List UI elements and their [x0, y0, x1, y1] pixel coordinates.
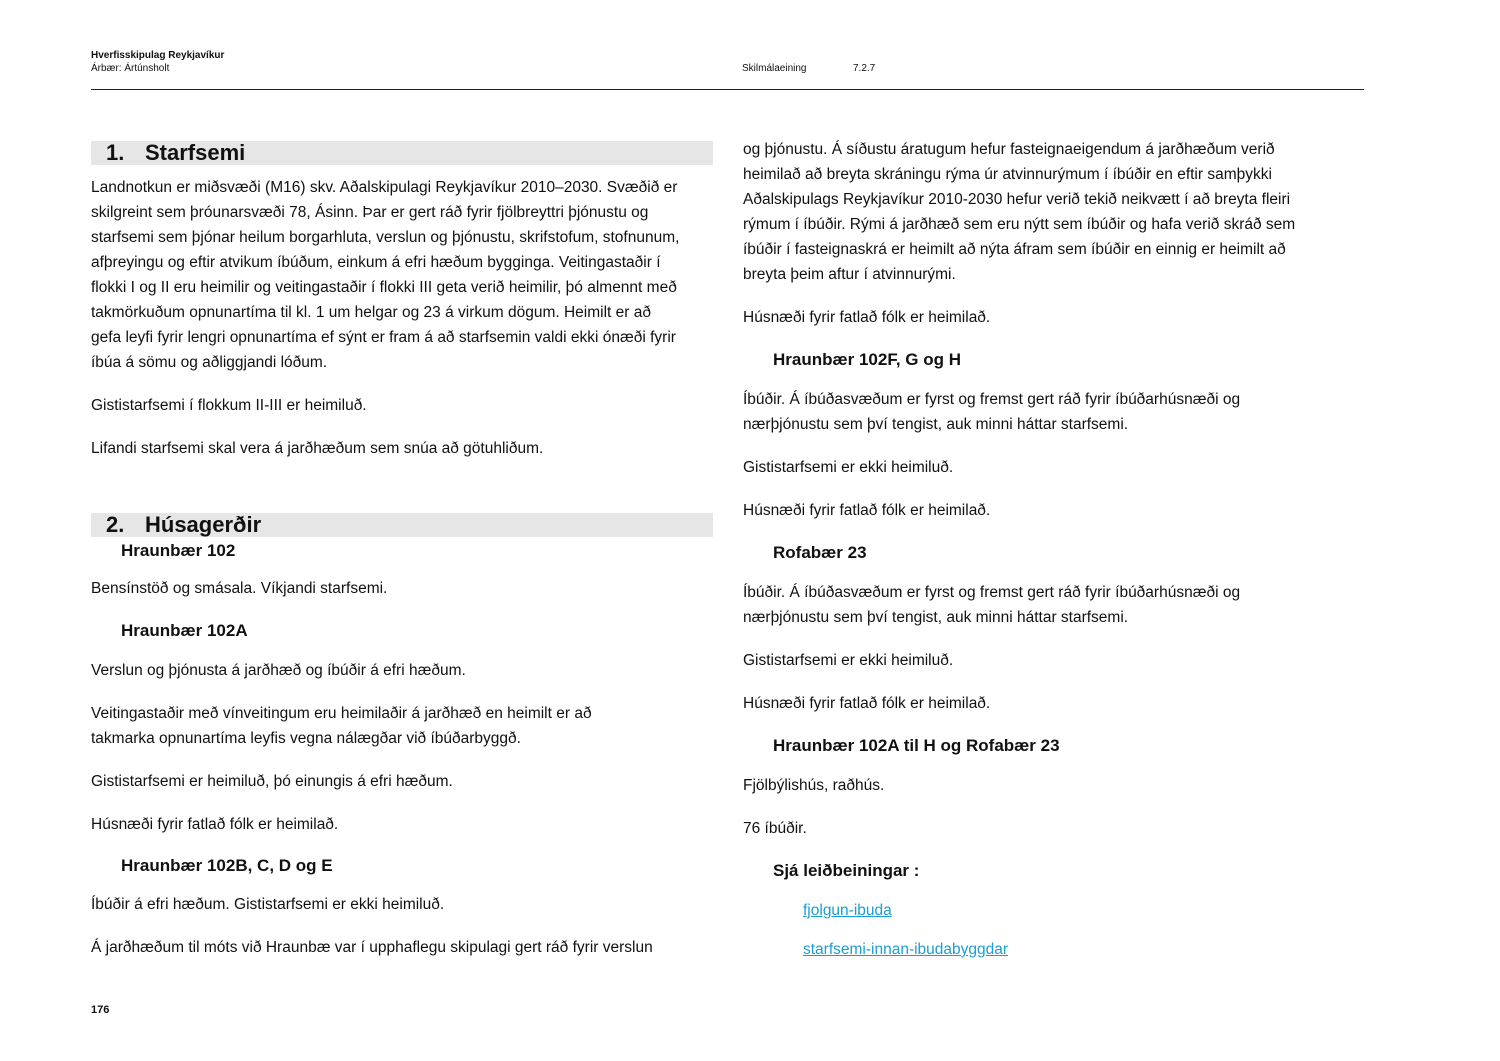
paragraph: Íbúðir. Á íbúðasvæðum er fyrst og fremst gert ráð fyrir íbúðarhúsnæði og nærþjónustu sem því tengist, auk minni háttar starfsemi. [743, 391, 1241, 433]
subheading-all-buildings: Hraunbær 102A til H og Rofabær 23 [773, 736, 1060, 755]
header-title: Hverfisskipulag Reykjavíkur [91, 50, 225, 61]
subheading-guidelines: Sjá leiðbeiningar : [773, 861, 920, 880]
left-column [91, 137, 713, 960]
paragraph: Húsnæði fyrir fatlað fólk er heimilað. [743, 695, 991, 712]
paragraph: Íbúðir á efri hæðum. Gististarfsemi er ekki heimiluð. [91, 896, 445, 913]
subheading-hraunbaer-102f: Hraunbær 102F, G og H [773, 350, 961, 369]
link-starfsemi-innan-ibudabyggdar[interactable]: starfsemi-innan-ibudabyggdar [803, 941, 1009, 958]
paragraph: Bensínstöð og smásala. Víkjandi starfsemi. [91, 580, 388, 597]
paragraph: Gististarfsemi er ekki heimiluð. [743, 459, 954, 476]
paragraph: Fjölbýlishús, raðhús. [743, 777, 885, 794]
header-section-number: 7.2.7 [853, 63, 876, 74]
section-number: 1. [106, 140, 125, 165]
paragraph: Veitingastaðir með vínveitingum eru heimilaðir á jarðhæð en heimilt er að takmarka opnunartíma leyfis vegna nálægðar við íbúðarbyggð. [91, 705, 592, 747]
paragraph: og þjónustu. Á síðustu áratugum hefur fasteignaeigendum á jarðhæðum verið heimilað að breyta skráningu rýma úr atvinnurýmum í íbúðir en eftir samþykki Aðalskipulags Reykjavíkur 2010-2030 hefur verið tekið neikvætt í að breyta fleiri rýmum í íbúðir. Rými á jarðhæð sem eru nýtt sem íbúðir og hafa verið skráð sem íbúðir í fasteignaskrá er heimilt að nýta áfram sem íbúðir en einnig er heimilt að breyta þeim aftur í atvinnurými. [743, 141, 1296, 283]
subheading-hraunbaer-102a: Hraunbær 102A [121, 621, 248, 640]
subheading-hraunbaer-102b: Hraunbær 102B, C, D og E [121, 856, 333, 875]
section-title: Starfsemi [145, 140, 246, 165]
paragraph: 76 íbúðir. [743, 820, 807, 837]
paragraph: Íbúðir. Á íbúðasvæðum er fyrst og fremst gert ráð fyrir íbúðarhúsnæði og nærþjónustu sem því tengist, auk minni háttar starfsemi. [743, 584, 1241, 626]
header-divider [91, 89, 1364, 90]
paragraph: Húsnæði fyrir fatlað fólk er heimilað. [743, 502, 991, 519]
right-column [743, 137, 1343, 959]
link-row [743, 941, 1343, 959]
paragraph: Landnotkun er miðsvæði (M16) skv. Aðalskipulagi Reykjavíkur 2010–2030. Svæðið er skilgreint sem þróunarsvæði 78, Ásinn. Þar er gert ráð fyrir fjölbreyttri þjónustu og starfsemi sem þjónar heilum borgarhluta, verslun og þjónustu, skrifstofum, stofnunum, afþreyingu og eftir atvikum íbúðum, einkum á efri hæðum bygginga. Veitingastaðir í flokki I og II eru heimilir og veitingastaðir í flokki III geta verið heimilir, þó almennt með takmörkuðum opnunartíma til kl. 1 um helgar og 23 á virkum dögum. Heimilt er að gefa leyfi fyrir lengri opnunartíma ef sýnt er fram á að starfsemin valdi ekki ónæði fyrir íbúa á sömu og aðliggjandi lóðum. [91, 179, 680, 371]
section-number: 2. [106, 512, 125, 537]
paragraph: Húsnæði fyrir fatlað fólk er heimilað. [91, 816, 339, 833]
paragraph: Gististarfsemi í flokkum II-III er heimiluð. [91, 397, 367, 414]
section-title: Húsagerðir [145, 512, 262, 537]
subheading-hraunbaer-102: Hraunbær 102 [121, 541, 236, 560]
paragraph: Verslun og þjónusta á jarðhæð og íbúðir á efri hæðum. [91, 662, 466, 679]
paragraph: Á jarðhæðum til móts við Hraunbæ var í upphaflegu skipulagi gert ráð fyrir verslun [91, 939, 653, 956]
header-subtitle: Árbær: Ártúnsholt [91, 63, 170, 74]
section-heading-starfsemi [91, 141, 713, 165]
paragraph: Lifandi starfsemi skal vera á jarðhæðum sem snúa að götuhliðum. [91, 440, 544, 457]
paragraph: Húsnæði fyrir fatlað fólk er heimilað. [743, 309, 991, 326]
link-row [743, 902, 1343, 920]
header-section-label: Skilmálaeining [742, 63, 807, 74]
page-number: 176 [91, 1004, 110, 1016]
paragraph: Gististarfsemi er ekki heimiluð. [743, 652, 954, 669]
paragraph: Gististarfsemi er heimiluð, þó einungis á efri hæðum. [91, 773, 453, 790]
subheading-rofabaer-23: Rofabær 23 [773, 543, 867, 562]
section-heading-husagerdir [91, 513, 713, 537]
link-fjolgun-ibuda[interactable]: fjolgun-ibuda [803, 902, 892, 919]
